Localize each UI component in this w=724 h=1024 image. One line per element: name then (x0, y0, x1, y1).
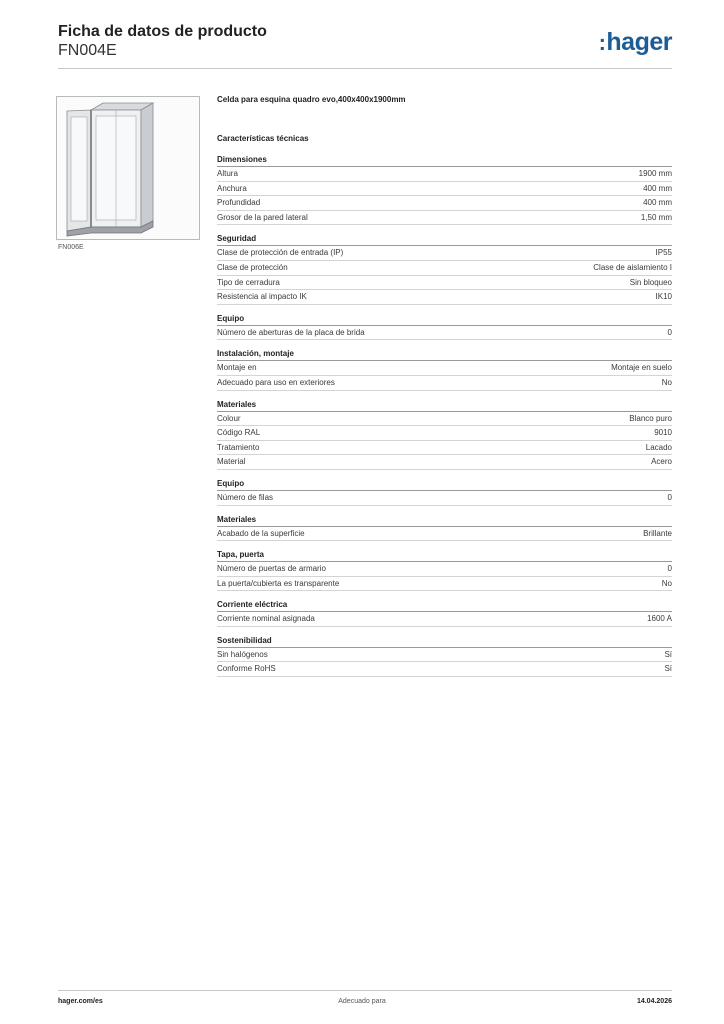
footer-date: 14.04.2026 (636, 998, 672, 1005)
spec-group (217, 400, 672, 470)
product-image (56, 96, 200, 240)
spec-row (217, 196, 672, 211)
spec-row (217, 167, 672, 182)
spec-value: Brillante (643, 528, 672, 538)
spec-value: 0 (667, 327, 672, 337)
spec-value: Montaje en suelo (611, 363, 672, 373)
spec-value: Lacado (645, 442, 672, 452)
spec-label: Tipo de cerradura (217, 277, 280, 287)
spec-group-title: Materiales (217, 515, 672, 527)
spec-value: 1600 A (647, 614, 672, 624)
technical-characteristics-heading: Características técnicas (217, 134, 309, 143)
image-caption: FN006E (58, 244, 84, 251)
spec-value: Acero (651, 457, 672, 467)
product-code: FN004E (58, 42, 117, 59)
spec-value: Clase de aislamiento I (593, 262, 672, 272)
spec-label: Código RAL (217, 428, 261, 438)
spec-value: 9010 (654, 428, 672, 438)
spec-label: Tratamiento (217, 442, 260, 452)
spec-row (217, 662, 672, 677)
logo-text: hager (606, 28, 672, 56)
spec-value: 400 mm (643, 183, 672, 193)
spec-value: IK10 (655, 292, 672, 302)
spec-label: Anchura (217, 183, 247, 193)
spec-group (217, 479, 672, 506)
spec-group (217, 600, 672, 627)
product-name: Celda para esquina quadro evo,400x400x1900mm (217, 95, 406, 104)
spec-row (217, 491, 672, 506)
spec-row (217, 426, 672, 441)
spec-label: Colour (217, 413, 241, 423)
spec-row (217, 246, 672, 261)
spec-row (217, 441, 672, 456)
spec-value: Sí (664, 649, 672, 659)
spec-value: No (661, 377, 672, 387)
cabinet-illustration-icon (57, 97, 199, 239)
spec-group (217, 515, 672, 542)
spec-row (217, 612, 672, 627)
spec-row (217, 326, 672, 341)
document-header (58, 22, 267, 61)
spec-row (217, 455, 672, 470)
spec-group (217, 155, 672, 225)
spec-groups (217, 155, 672, 677)
spec-row (217, 211, 672, 226)
spec-label: Grosor de la pared lateral (217, 212, 308, 222)
spec-value: 0 (667, 492, 672, 502)
spec-label: Clase de protección de entrada (IP) (217, 248, 344, 258)
spec-row (217, 182, 672, 197)
spec-value: Sin bloqueo (629, 277, 672, 287)
spec-group (217, 550, 672, 591)
spec-label: Adecuado para uso en exteriores (217, 377, 335, 387)
spec-group (217, 349, 672, 390)
spec-group (217, 314, 672, 341)
footer-website: hager.com/es (58, 998, 103, 1005)
document-title: Ficha de datos de producto (58, 23, 267, 40)
product-specifications (217, 95, 672, 686)
spec-label: Número de aberturas de la placa de brida (217, 327, 365, 337)
spec-group (217, 234, 672, 304)
spec-group-title: Dimensiones (217, 155, 672, 167)
spec-value: 0 (667, 564, 672, 574)
spec-label: Sin halógenos (217, 649, 268, 659)
spec-row (217, 276, 672, 291)
spec-value: Blanco puro (629, 413, 672, 423)
spec-value: 400 mm (643, 198, 672, 208)
spec-row (217, 412, 672, 427)
spec-group (217, 636, 672, 677)
spec-row (217, 577, 672, 592)
spec-label: La puerta/cubierta es transparente (217, 578, 340, 588)
spec-value: 1900 mm (638, 169, 672, 178)
spec-group-title: Materiales (217, 400, 672, 412)
spec-row (217, 290, 672, 305)
spec-group-title: Instalación, montaje (217, 349, 672, 361)
spec-label: Clase de protección (217, 262, 288, 272)
spec-value: 1,50 mm (640, 212, 672, 222)
spec-value: No (661, 578, 672, 588)
spec-group-title: Sostenibilidad (217, 636, 672, 648)
spec-value: Sí (664, 664, 672, 674)
spec-label: Resistencia al impacto IK (217, 292, 307, 302)
spec-group-title: Tapa, puerta (217, 550, 672, 562)
spec-group-title: Equipo (217, 314, 672, 326)
spec-label: Material (217, 457, 246, 467)
spec-label: Conforme RoHS (217, 664, 276, 674)
header-divider (58, 68, 672, 69)
spec-label: Número de filas (217, 492, 274, 502)
spec-row (217, 527, 672, 542)
spec-row (217, 261, 672, 276)
spec-label: Número de puertas de armario (217, 564, 326, 574)
spec-group-title: Equipo (217, 479, 672, 491)
spec-row (217, 376, 672, 391)
spec-group-title: Seguridad (217, 234, 672, 246)
spec-value: IP55 (655, 248, 672, 258)
footer-divider (58, 990, 672, 991)
hager-logo: :hager (598, 28, 672, 56)
footer-note: Adecuado para (338, 998, 386, 1005)
spec-label: Montaje en (217, 363, 257, 373)
spec-label: Acabado de la superficie (217, 528, 305, 538)
spec-label: Profundidad (217, 198, 261, 208)
spec-row (217, 562, 672, 577)
spec-group-title: Corriente eléctrica (217, 600, 672, 612)
spec-label: Corriente nominal asignada (217, 614, 315, 624)
spec-label: Altura (217, 169, 238, 178)
spec-row (217, 648, 672, 663)
spec-row (217, 361, 672, 376)
